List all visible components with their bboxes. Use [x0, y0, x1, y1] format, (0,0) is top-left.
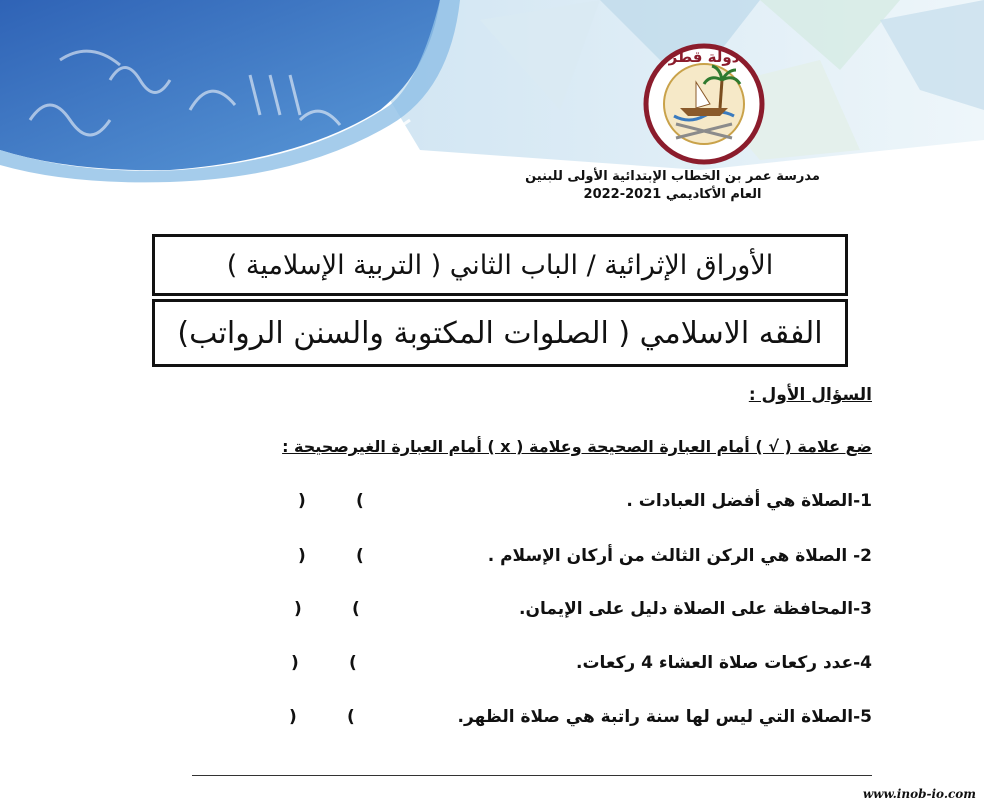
- question-title: السؤال الأول :: [748, 385, 872, 405]
- lesson-title-box: [152, 299, 848, 367]
- logo-title: دولة قطر: [668, 48, 740, 66]
- school-header: [520, 168, 825, 204]
- worksheet-title: الأوراق الإثرائية / الباب الثاني ( التربية الإسلامية ): [226, 249, 774, 281]
- answer-paren-open-1: (: [356, 491, 364, 511]
- header-banner: [0, 0, 984, 200]
- statement-2: 2- الصلاة هي الركن الثالث من أركان الإسلام .: [487, 546, 872, 566]
- answer-paren-open-2: (: [356, 546, 364, 566]
- lesson-title: الفقه الاسلامي ( الصلوات المكتوبة والسنن الرواتب): [177, 315, 823, 351]
- worksheet-title-box: [152, 234, 848, 296]
- question-instruction: ضع علامة ( √ ) أمام العبارة الصحيحة وعلامة ( x ) أمام العبارة الغيرصحيحة :: [282, 437, 872, 456]
- answer-paren-open-4: (: [349, 653, 357, 673]
- school-name: مدرسة عمر بن الخطاب الإبتدائية الأولى للبنين: [525, 169, 820, 184]
- statement-5: 5-الصلاة التي ليس لها سنة راتبة هي صلاة الظهر.: [457, 707, 872, 727]
- statement-4: 4-عدد ركعات صلاة العشاء 4 ركعات.: [576, 653, 872, 673]
- answer-paren-close-3: ): [294, 599, 302, 619]
- statement-3: 3-المحافظة على الصلاة دليل على الإيمان.: [519, 599, 872, 619]
- state-emblem-logo: [636, 42, 772, 166]
- site-watermark: www.inob-io.com: [862, 787, 976, 801]
- academic-year: العام الأكاديمي 2021-2022: [583, 187, 762, 202]
- answer-paren-open-3: (: [352, 599, 360, 619]
- answer-paren-open-5: (: [347, 707, 355, 727]
- answer-paren-close-1: ): [298, 491, 306, 511]
- answer-paren-close-4: ): [291, 653, 299, 673]
- banner-graphic: [0, 0, 984, 200]
- footer-rule: [192, 775, 872, 776]
- answer-paren-close-5: ): [289, 707, 297, 727]
- statement-1: 1-الصلاة هي أفضل العبادات .: [626, 491, 872, 511]
- emblem-icon: [636, 42, 772, 166]
- answer-paren-close-2: ): [298, 546, 306, 566]
